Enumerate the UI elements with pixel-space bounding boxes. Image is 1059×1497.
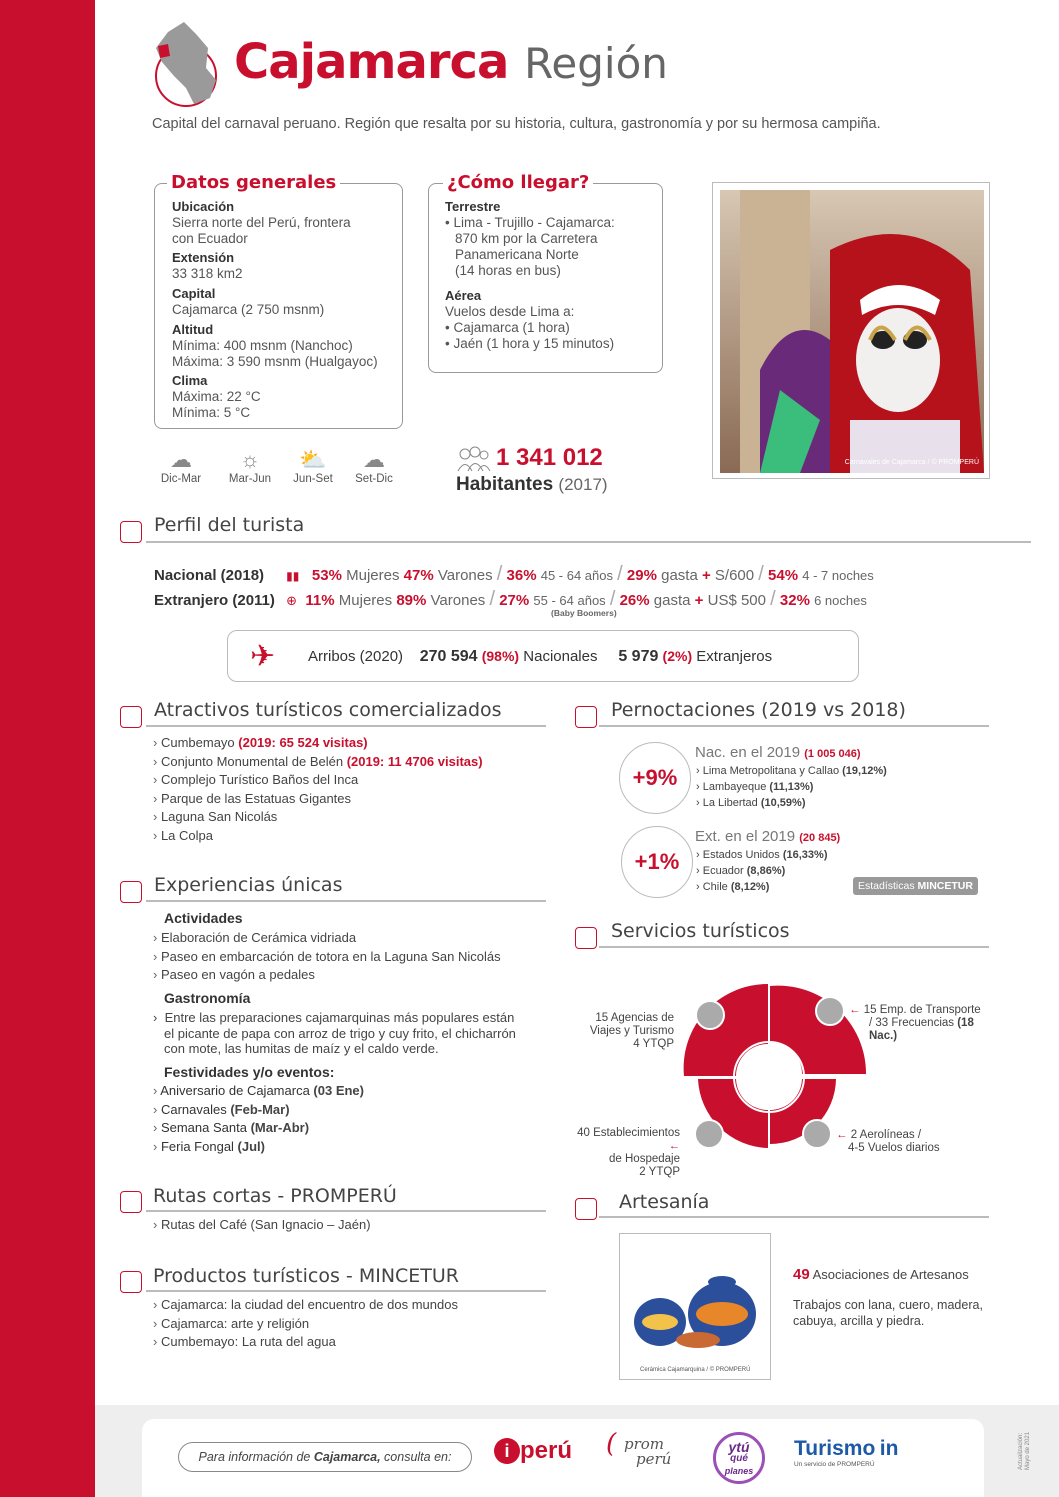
actividades-list	[153, 929, 501, 985]
population-year: (2017)	[558, 475, 608, 494]
clima-max: Máxima: 22 °C	[172, 389, 261, 404]
section-rule	[146, 541, 1031, 543]
ext-varones-t: Varones	[430, 592, 486, 609]
nac-mujeres-t: Mujeres	[346, 567, 400, 584]
section-rule	[599, 1216, 989, 1218]
ext-label: Ext. en el 2019 (20 845)	[695, 828, 841, 845]
que-text: qué	[730, 1453, 748, 1464]
rutas-title: Rutas cortas - PROMPERÚ	[153, 1185, 397, 1207]
nac-varones: 47%	[403, 567, 434, 584]
clima-label: Clima	[172, 373, 208, 388]
perfil-title: Perfil del turista	[154, 514, 305, 536]
peru-flag-icon: ▮▮	[286, 569, 300, 583]
list-item: › Chile (8,12%)	[696, 879, 827, 895]
list-item: › Feria Fongal (Jul)	[153, 1138, 364, 1157]
list-item: › La Colpa	[153, 827, 483, 846]
ubicacion-line1: Sierra norte del Perú, frontera	[172, 215, 351, 230]
list-item: › Elaboración de Cerámica vidriada	[153, 929, 501, 948]
tourist-profile-icon	[120, 521, 142, 543]
rain-cloud-icon: ☁	[363, 447, 385, 472]
altitud-label: Altitud	[172, 322, 214, 337]
ext-noches: 32%	[779, 592, 810, 609]
productos-title: Productos turísticos - MINCETUR	[153, 1265, 460, 1287]
ext-varones: 89%	[396, 592, 427, 609]
overnight-icon	[575, 706, 597, 728]
list-item: › Cajamarca: arte y religión	[153, 1315, 458, 1334]
extension-label: Extensión	[172, 250, 235, 265]
turismo-sub: Un servicio de PROMPERÚ	[794, 1461, 875, 1468]
arribos-pill	[227, 630, 859, 682]
nac-growth-circle: +9%	[619, 742, 691, 814]
nac-noches: 54%	[768, 567, 799, 584]
products-icon	[120, 1271, 142, 1293]
ceramics-caption: Cerámica Cajamarquina / © PROMPERÚ	[640, 1367, 751, 1373]
weather-label: Jun-Set	[293, 473, 333, 485]
ext-gasto: 26%	[619, 592, 650, 609]
promperu-mark-icon: (	[606, 1429, 617, 1459]
sun-cloud-icon: ⛅	[299, 447, 327, 472]
services-icon	[575, 927, 597, 949]
ext-mujeres: 11%	[305, 592, 335, 609]
transporte-label: ← 15 Emp. de Transporte / 33 Frecuencias (18 Nac.)	[849, 1004, 981, 1042]
weather-item	[344, 447, 404, 485]
iperu-text: perú	[520, 1437, 573, 1464]
ext-gasto-v: US$ 500	[707, 592, 766, 609]
extension-value: 33 318 km2	[172, 266, 243, 281]
pernoctaciones-title: Pernoctaciones (2019 vs 2018)	[611, 699, 906, 721]
atractivos-title: Atractivos turísticos comercializados	[154, 699, 502, 721]
population-label	[456, 474, 608, 496]
section-rule	[146, 1210, 546, 1212]
nacional-label: Nacional (2018)	[154, 567, 265, 584]
carnival-photo	[712, 182, 990, 479]
aerolineas-label: ← 2 Aerolíneas / 4-5 Vuelos diarios	[836, 1129, 940, 1154]
list-item: › La Libertad (10,59%)	[696, 795, 887, 811]
actividades-label: Actividades	[164, 910, 243, 926]
rutas-list	[153, 1216, 371, 1235]
page-subtitle: Capital del carnaval peruano. Región que resalta por su historia, cultura, gastronomía y por su hermosa campiña.	[152, 116, 881, 132]
routes-icon	[120, 1191, 142, 1213]
promperu-logo[interactable]	[606, 1429, 672, 1468]
arribos-ext-pct: (2%)	[662, 648, 693, 664]
plane-icon: ✈	[250, 640, 276, 673]
artesania-desc: Trabajos con lana, cuero, madera, cabuya, arcilla y piedra.	[793, 1298, 983, 1328]
promperu-text-a: prom	[624, 1435, 665, 1453]
list-item: › Cajamarca: la ciudad del encuentro de dos mundos	[153, 1296, 458, 1315]
agencias-label: 15 Agencias de Viajes y Turismo 4 YTQP	[589, 1012, 674, 1050]
mincetur-badge: Estadísticas MINCETUR	[853, 877, 978, 895]
list-item: › Cumbemayo (2019: 65 524 visitas)	[153, 734, 483, 753]
terrestre-line: (14 horas en bus)	[455, 263, 561, 278]
list-item: › Aniversario de Cajamarca (03 Ene)	[153, 1082, 364, 1101]
clima-min: Mínima: 5 °C	[172, 405, 251, 420]
altitud-max: Máxima: 3 590 msnm (Hualgayoc)	[172, 354, 378, 369]
population-label-text: Habitantes	[456, 474, 554, 495]
hospedaje-label: 40 Establecimientos ← de Hospedaje 2 YTQP	[577, 1127, 680, 1178]
attractions-icon	[120, 706, 142, 728]
experiences-icon	[120, 881, 142, 903]
festividades-label: Festividades y/o eventos:	[164, 1064, 335, 1080]
datos-title: Datos generales	[167, 172, 340, 193]
terrestre-line: Panamericana Norte	[455, 247, 579, 262]
list-item: › Estados Unidos (16,33%)	[696, 847, 827, 863]
nac-gasto-v: S/600	[714, 567, 755, 584]
planes-text: planes	[724, 1466, 754, 1476]
section-rule	[146, 1290, 546, 1292]
consult-pill: Para información de Cajamarca, consulta en:	[178, 1442, 472, 1472]
aerea-line: Vuelos desde Lima a:	[445, 304, 575, 319]
ubicacion-line2: con Ecuador	[172, 231, 248, 246]
terrestre-line: • Lima - Trujillo - Cajamarca:	[445, 215, 615, 230]
perfil-extranjero-row: Extranjero (2011) ⊕ 11% Mujeres 89% Varones / 27% 55 - 64 años / 26% gasta + US$ 500 / 32% 6 noches	[154, 588, 867, 610]
productos-list	[153, 1296, 458, 1352]
list-item: › Conjunto Monumental de Belén (2019: 11 4706 visitas)	[153, 753, 483, 772]
nac-gasto-t: gasta	[661, 567, 698, 584]
weather-label: Mar-Jun	[228, 473, 272, 485]
ytu-text: ytú	[728, 1439, 750, 1455]
list-item: › Semana Santa (Mar-Abr)	[153, 1119, 364, 1138]
ext-list	[696, 847, 827, 895]
section-rule	[146, 725, 546, 727]
gastronomia-label: Gastronomía	[164, 990, 251, 1006]
section-rule	[599, 946, 989, 948]
capital-label: Capital	[172, 286, 216, 301]
ext-edad: 27%	[499, 592, 530, 609]
gastronomia-text	[153, 1010, 516, 1057]
terrestre-line: 870 km por la Carretera	[455, 231, 598, 246]
list-item: › Complejo Turístico Baños del Inca	[153, 771, 483, 790]
gastro-line: › Entre las preparaciones cajamarquinas más populares están	[153, 1010, 515, 1025]
nac-mujeres: 53%	[311, 567, 342, 584]
nac-gasto: 29%	[626, 567, 657, 584]
peru-map-icon	[146, 18, 224, 110]
arribos-nac: 270 594	[419, 648, 478, 665]
artesanos-count: 49 Asociaciones de Artesanos	[793, 1266, 969, 1283]
arribos-row	[308, 648, 772, 666]
list-item: › Carnavales (Feb-Mar)	[153, 1101, 364, 1120]
globe-icon: ⊕	[286, 593, 298, 608]
ext-edad-t: 55 - 64 años	[533, 593, 606, 608]
weather-label: Set-Dic	[355, 473, 393, 485]
promperu-text-b: perú	[636, 1450, 672, 1468]
capital-value: Cajamarca (2 750 msnm)	[172, 302, 325, 317]
list-item: › Cumbemayo: La ruta del agua	[153, 1333, 458, 1352]
altitud-min: Mínima: 400 msnm (Nanchoc)	[172, 338, 353, 353]
terrestre-label: Terrestre	[445, 199, 501, 214]
ext-growth-circle: +1%	[621, 826, 693, 898]
list-item: › Paseo en vagón a pedales	[153, 966, 501, 985]
list-item: › Parque de las Estatuas Gigantes	[153, 790, 483, 809]
weather-item	[283, 447, 343, 485]
rain-cloud-icon: ☁	[170, 447, 192, 472]
llegar-title: ¿Cómo llegar?	[443, 172, 593, 193]
list-item: › Paseo en embarcación de totora en la Laguna San Nicolás	[153, 948, 501, 967]
perfil-nacional-row: Nacional (2018) ▮▮ 53% Mujeres 47% Varones / 36% 45 - 64 años / 29% gasta + S/600 / 54% 4 - 7 noches	[154, 563, 874, 585]
weather-item	[220, 447, 280, 485]
list-item: › Ecuador (8,86%)	[696, 863, 827, 879]
ytu-que-planes-logo[interactable]	[713, 1432, 765, 1484]
nac-list	[696, 763, 887, 811]
page-title: Cajamarca Región	[234, 34, 668, 90]
update-note: Actualización: Mayo de 2021	[1018, 1431, 1031, 1470]
aerea-line: • Jaén (1 hora y 15 minutos)	[445, 336, 615, 351]
ext-mujeres-t: Mujeres	[338, 592, 393, 609]
red-sidebar	[0, 0, 95, 1497]
nac-edad-t: 45 - 64 años	[540, 568, 613, 583]
nac-label: Nac. en el 2019 (1 005 046)	[695, 744, 861, 761]
servicios-title: Servicios turísticos	[611, 920, 790, 942]
arribos-label: Arribos (2020)	[308, 648, 404, 665]
arribos-ext-t: Extranjeros	[696, 648, 773, 665]
datos-generales-box	[154, 172, 403, 429]
ubicacion-label: Ubicación	[172, 199, 235, 214]
photo-caption: Carnavales de Cajamarca / © PROMPERÚ	[844, 459, 979, 466]
arribos-nac-pct: (98%)	[481, 648, 520, 664]
experiencias-title: Experiencias únicas	[154, 874, 343, 896]
section-rule	[599, 725, 989, 727]
nac-noches-t: 4 - 7 noches	[802, 568, 874, 583]
extranjero-label: Extranjero (2011)	[154, 592, 275, 609]
weather-item	[151, 447, 211, 485]
nac-edad: 36%	[506, 567, 537, 584]
ceramics-photo	[619, 1233, 771, 1380]
gastro-line: con mote, las humitas de maíz y el caldo verde.	[164, 1041, 439, 1056]
festividades-list	[153, 1082, 364, 1156]
turismo-in-logo[interactable]	[794, 1437, 898, 1468]
arribos-ext: 5 979	[618, 648, 659, 665]
ext-gasto-t: gasta	[653, 592, 691, 609]
weather-label: Dic-Mar	[160, 473, 202, 485]
list-item: › Lima Metropolitana y Callao (19,12%)	[696, 763, 887, 779]
turismo-text: Turismo	[794, 1437, 876, 1460]
population-value: 1 341 012	[496, 444, 603, 471]
como-llegar-box	[428, 172, 663, 373]
baby-boomers-note: (Baby Boomers)	[551, 608, 617, 618]
list-item: › Rutas del Café (San Ignacio – Jaén)	[153, 1216, 371, 1235]
aerea-label: Aérea	[445, 288, 482, 303]
info-icon: i	[494, 1438, 520, 1464]
in-text: in	[879, 1437, 899, 1460]
list-item: › Lambayeque (11,13%)	[696, 779, 887, 795]
sun-icon: ☼	[239, 447, 261, 472]
people-icon	[456, 446, 492, 472]
gastro-line: el picante de papa con arroz de trigo y cuy frito, el chicharrón	[164, 1025, 516, 1041]
section-rule	[146, 900, 546, 902]
list-item: › Laguna San Nicolás	[153, 808, 483, 827]
aerea-line: • Cajamarca (1 hora)	[445, 320, 570, 335]
crafts-icon	[575, 1198, 597, 1220]
iperu-logo[interactable]	[494, 1437, 572, 1465]
arribos-nac-t: Nacionales	[523, 648, 598, 665]
nac-varones-t: Varones	[437, 567, 493, 584]
ext-noches-t: 6 noches	[814, 593, 867, 608]
atractivos-list	[153, 734, 483, 845]
artesania-title: Artesanía	[619, 1191, 710, 1213]
